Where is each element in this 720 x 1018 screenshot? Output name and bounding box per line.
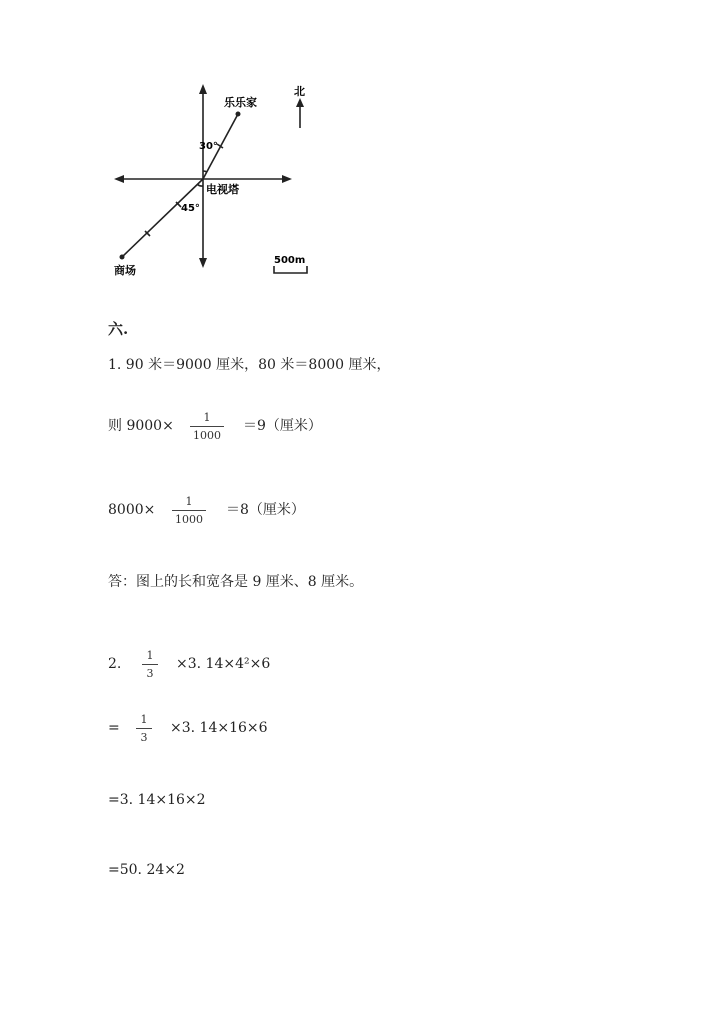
label-home: 乐乐家: [224, 96, 257, 109]
q1-line3-suffix: ＝8（厘米）: [226, 502, 305, 518]
fraction-bar: [190, 426, 224, 427]
fraction-bar: [136, 728, 152, 729]
label-mall: 商场: [114, 264, 136, 277]
scale-label: 500m: [274, 255, 306, 266]
fraction-numerator: 1: [140, 713, 148, 726]
q2-line2-prefix: =: [108, 720, 120, 736]
angle-label-top: 30°: [199, 141, 218, 152]
fraction-bar: [172, 510, 206, 511]
fraction-1-over-3: [142, 649, 158, 680]
angle-label-bottom: 45°: [181, 203, 200, 214]
arrow-down-icon: [199, 258, 207, 268]
home-point: [236, 112, 241, 117]
fraction-denominator: 1000: [175, 513, 203, 526]
fraction-denominator: 3: [146, 667, 154, 680]
fraction-numerator: 1: [146, 649, 154, 662]
fraction-1-over-3: [136, 713, 152, 744]
line-to-mall: [122, 179, 203, 257]
q2-line1-prefix: 2.: [108, 656, 122, 672]
q2-line2-suffix: ×3. 14×16×6: [170, 720, 268, 736]
q1-line2-prefix: 则 9000×: [108, 418, 174, 434]
label-tower: 电视塔: [206, 183, 239, 196]
q2-line3: =3. 14×16×2: [108, 792, 206, 808]
q1-answer: 答：图上的长和宽各是 9 厘米、8 厘米。: [108, 574, 364, 590]
arrow-left-icon: [114, 175, 124, 183]
q1-line1: 1. 90 米＝9000 厘米，80 米＝8000 厘米，: [108, 357, 391, 373]
north-arrow-icon: [296, 98, 304, 107]
q1-line2-suffix: ＝9（厘米）: [243, 418, 322, 434]
arrow-up-icon: [199, 84, 207, 94]
mall-point: [120, 255, 125, 260]
angle-arc-bottom: [197, 184, 203, 186]
fraction-denominator: 3: [140, 731, 148, 744]
scale-bar: [274, 266, 307, 273]
fraction-1-over-1000: [190, 411, 224, 442]
label-north: 北: [294, 85, 305, 98]
q2-line1-suffix: ×3. 14×4²×6: [176, 656, 271, 672]
fraction-1-over-1000: [172, 495, 206, 526]
direction-diagram: [100, 80, 340, 290]
q2-line4: =50. 24×2: [108, 862, 185, 878]
fraction-numerator: 1: [185, 495, 193, 508]
arrow-right-icon: [282, 175, 292, 183]
fraction-bar: [142, 664, 158, 665]
q1-line3-prefix: 8000×: [108, 502, 156, 518]
section-title: 六.: [108, 320, 129, 338]
fraction-denominator: 1000: [193, 429, 221, 442]
fraction-numerator: 1: [203, 411, 211, 424]
